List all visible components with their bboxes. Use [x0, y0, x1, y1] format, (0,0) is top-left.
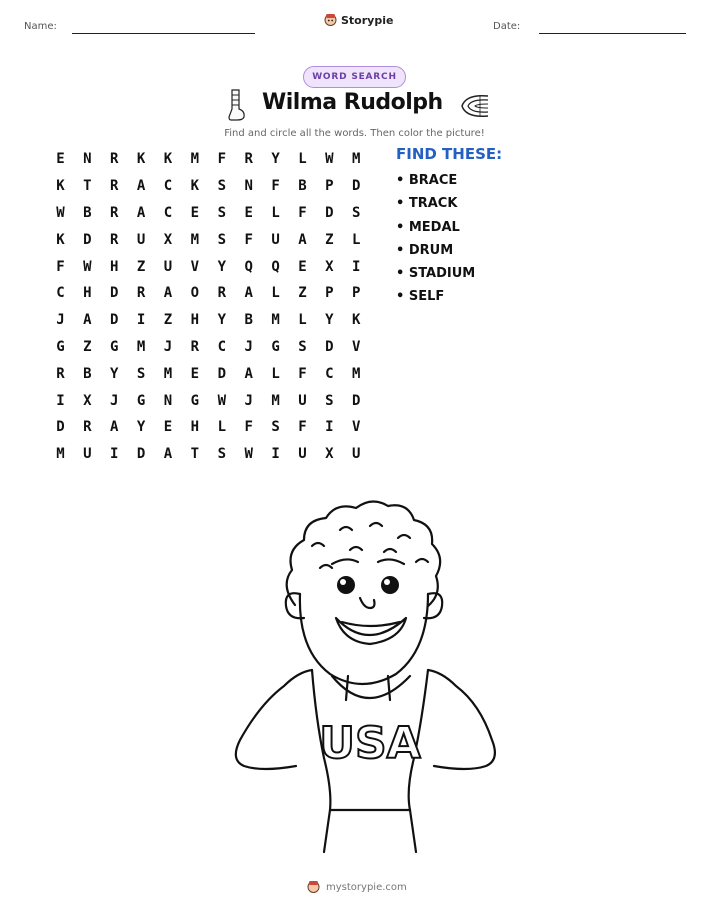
grid-cell[interactable]: U — [136, 231, 146, 248]
grid-cell[interactable]: M — [190, 151, 200, 168]
word-search-badge: WORD SEARCH — [303, 66, 406, 88]
grid-cell[interactable]: G — [110, 338, 119, 355]
name-label: Name: — [24, 21, 57, 32]
grid-cell[interactable]: G — [56, 338, 65, 355]
grid-cell[interactable]: L — [271, 285, 280, 302]
grid-cell[interactable]: E — [244, 204, 253, 221]
grid-cell[interactable]: W — [83, 258, 92, 275]
grid-cell[interactable]: A — [244, 285, 253, 302]
grid-cell[interactable]: D — [110, 312, 119, 329]
word-list — [396, 172, 475, 312]
grid-cell[interactable]: U — [163, 258, 173, 275]
grid-cell[interactable]: T — [190, 446, 200, 463]
grid-cell[interactable]: G — [190, 392, 200, 409]
grid-cell[interactable]: F — [298, 365, 307, 382]
word-item: • MEDAL — [396, 219, 460, 235]
grid-cell[interactable]: M — [136, 338, 146, 355]
grid-cell[interactable]: I — [271, 446, 280, 463]
grid-row — [47, 334, 370, 361]
grid-cell[interactable]: U — [298, 392, 307, 409]
grid-cell[interactable]: R — [110, 231, 119, 248]
date-label: Date: — [493, 21, 521, 32]
grid-cell[interactable]: S — [136, 365, 146, 382]
grid-cell[interactable]: D — [83, 231, 92, 248]
grid-cell[interactable]: C — [163, 178, 173, 195]
grid-cell[interactable]: R — [244, 151, 253, 168]
grid-cell[interactable]: L — [271, 204, 280, 221]
grid-cell[interactable]: N — [83, 151, 92, 168]
grid-row — [47, 280, 370, 307]
grid-cell[interactable]: U — [352, 446, 361, 463]
grid-cell[interactable]: B — [83, 365, 92, 382]
grid-cell[interactable]: R — [110, 151, 119, 168]
grid-row — [47, 146, 370, 173]
grid-cell[interactable]: X — [325, 446, 334, 463]
grid-cell[interactable]: A — [244, 365, 253, 382]
grid-cell[interactable]: L — [298, 312, 307, 329]
grid-cell[interactable]: M — [56, 446, 65, 463]
grid-cell[interactable]: S — [217, 204, 226, 221]
grid-cell[interactable]: M — [352, 151, 361, 168]
grid-row — [47, 387, 370, 414]
grid-cell[interactable]: R — [83, 419, 92, 436]
grid-cell[interactable]: R — [110, 204, 119, 221]
grid-cell[interactable]: Z — [298, 285, 307, 302]
grid-cell[interactable]: S — [217, 178, 226, 195]
brand-name: Storypie — [341, 13, 394, 27]
grid-cell[interactable]: X — [163, 231, 173, 248]
grid-cell[interactable]: D — [352, 392, 361, 409]
grid-cell[interactable]: A — [163, 446, 173, 463]
grid-cell[interactable]: Z — [136, 258, 146, 275]
grid-cell[interactable]: X — [325, 258, 334, 275]
word-item: • TRACK — [396, 196, 458, 212]
grid-cell[interactable]: J — [244, 338, 253, 355]
grid-cell[interactable]: Y — [271, 151, 280, 168]
grid-cell[interactable]: I — [325, 419, 334, 436]
grid-cell[interactable]: W — [325, 151, 334, 168]
grid-cell[interactable]: J — [163, 338, 173, 355]
grid-cell[interactable]: U — [83, 446, 92, 463]
grid-cell[interactable]: R — [56, 365, 65, 382]
grid-cell[interactable]: H — [190, 419, 200, 436]
grid-cell[interactable]: I — [136, 312, 146, 329]
grid-cell[interactable]: J — [110, 392, 119, 409]
grid-cell[interactable]: L — [217, 419, 226, 436]
grid-cell[interactable]: V — [352, 419, 361, 436]
grid-cell[interactable]: F — [56, 258, 65, 275]
grid-cell[interactable]: D — [217, 365, 226, 382]
grid-cell[interactable]: S — [271, 419, 280, 436]
grid-cell[interactable]: S — [352, 204, 361, 221]
grid-cell[interactable]: F — [271, 178, 280, 195]
grid-cell[interactable]: G — [136, 392, 146, 409]
grid-cell[interactable]: R — [190, 338, 200, 355]
grid-cell[interactable]: Q — [244, 258, 253, 275]
grid-cell[interactable]: F — [244, 231, 253, 248]
instructions: Find and circle all the words. Then color the picture! — [224, 128, 485, 139]
storypie-logo-icon — [307, 880, 320, 894]
right-eye — [381, 576, 399, 594]
grid-cell[interactable]: D — [325, 338, 334, 355]
grid-cell[interactable]: D — [110, 285, 119, 302]
grid-cell[interactable]: K — [190, 178, 200, 195]
grid-cell[interactable]: L — [271, 365, 280, 382]
word-item: • STADIUM — [396, 266, 476, 282]
grid-cell[interactable]: K — [136, 151, 146, 168]
grid-cell[interactable]: I — [352, 258, 361, 275]
grid-row — [47, 360, 370, 387]
date-line[interactable] — [539, 33, 686, 34]
grid-cell[interactable]: S — [217, 446, 226, 463]
grid-cell[interactable]: M — [271, 392, 280, 409]
grid-cell[interactable]: U — [298, 446, 307, 463]
grid-cell[interactable]: F — [217, 151, 226, 168]
grid-cell[interactable]: P — [325, 285, 334, 302]
grid-cell[interactable]: R — [217, 285, 226, 302]
storypie-logo-icon — [324, 13, 337, 27]
footer-url: mystorypie.com — [326, 881, 407, 893]
grid-cell[interactable]: C — [56, 285, 65, 302]
grid-cell[interactable]: K — [352, 312, 361, 329]
grid-cell[interactable]: D — [352, 178, 361, 195]
grid-row — [47, 200, 370, 227]
grid-cell[interactable]: B — [298, 178, 307, 195]
grid-cell[interactable]: E — [163, 419, 173, 436]
name-line[interactable] — [72, 33, 255, 34]
grid-row — [47, 253, 370, 280]
grid-row — [47, 414, 370, 441]
grid-cell[interactable]: K — [56, 178, 65, 195]
grid-cell[interactable]: A — [298, 231, 307, 248]
grid-cell[interactable]: Y — [325, 312, 334, 329]
word-search-grid[interactable] — [47, 146, 370, 468]
grid-cell[interactable]: R — [110, 178, 119, 195]
grid-cell[interactable]: N — [244, 178, 253, 195]
grid-row — [47, 226, 370, 253]
grid-cell[interactable]: A — [136, 204, 146, 221]
page-title: Wilma Rudolph — [262, 90, 443, 115]
coloring-illustration[interactable] — [200, 490, 520, 855]
grid-cell[interactable]: Z — [83, 338, 92, 355]
grid-cell[interactable]: S — [217, 231, 226, 248]
word-item: • DRUM — [396, 242, 454, 258]
grid-cell[interactable]: J — [244, 392, 253, 409]
grid-cell[interactable]: M — [190, 231, 200, 248]
grid-cell[interactable]: F — [298, 204, 307, 221]
find-these-heading: FIND THESE: — [396, 145, 503, 163]
grid-row — [47, 173, 370, 200]
grid-cell[interactable]: P — [325, 178, 334, 195]
grid-cell[interactable]: E — [56, 151, 65, 168]
grid-cell[interactable]: O — [190, 285, 200, 302]
grid-cell[interactable]: V — [352, 338, 361, 355]
word-item: • SELF — [396, 289, 445, 305]
jersey-text: USA — [319, 718, 421, 769]
grid-cell[interactable]: B — [244, 312, 253, 329]
grid-cell[interactable]: A — [110, 419, 119, 436]
grid-cell[interactable]: K — [163, 151, 173, 168]
grid-cell[interactable]: G — [271, 338, 280, 355]
grid-cell[interactable]: I — [56, 392, 65, 409]
grid-cell[interactable]: B — [83, 204, 92, 221]
grid-cell[interactable]: V — [190, 258, 200, 275]
grid-cell[interactable]: F — [244, 419, 253, 436]
grid-cell[interactable]: H — [190, 312, 200, 329]
leg-brace-icon — [226, 89, 246, 121]
grid-row — [47, 307, 370, 334]
footer — [307, 880, 407, 894]
grid-cell[interactable]: T — [83, 178, 92, 195]
grid-cell[interactable]: N — [163, 392, 173, 409]
brand — [324, 13, 393, 27]
left-eye — [337, 576, 355, 594]
grid-cell[interactable]: L — [298, 151, 307, 168]
grid-cell[interactable]: W — [56, 204, 65, 221]
grid-row — [47, 441, 370, 468]
grid-cell[interactable]: A — [136, 178, 146, 195]
grid-cell[interactable]: I — [110, 446, 119, 463]
grid-cell[interactable]: H — [110, 258, 119, 275]
grid-cell[interactable]: A — [83, 312, 92, 329]
grid-cell[interactable]: Z — [163, 312, 173, 329]
grid-cell[interactable]: M — [163, 365, 173, 382]
grid-cell[interactable]: C — [217, 338, 226, 355]
grid-cell[interactable]: E — [298, 258, 307, 275]
grid-cell[interactable]: K — [56, 231, 65, 248]
grid-cell[interactable]: P — [352, 285, 361, 302]
grid-cell[interactable]: Q — [271, 258, 280, 275]
grid-cell[interactable]: L — [352, 231, 361, 248]
grid-cell[interactable]: Y — [217, 312, 226, 329]
grid-cell[interactable]: S — [298, 338, 307, 355]
grid-cell[interactable]: C — [163, 204, 173, 221]
grid-cell[interactable]: U — [271, 231, 280, 248]
grid-cell[interactable]: Y — [136, 419, 146, 436]
grid-cell[interactable]: C — [325, 365, 334, 382]
grid-cell[interactable]: Y — [217, 258, 226, 275]
grid-cell[interactable]: M — [352, 365, 361, 382]
grid-cell[interactable]: D — [136, 446, 146, 463]
grid-cell[interactable]: X — [83, 392, 92, 409]
grid-cell[interactable]: E — [190, 365, 200, 382]
grid-cell[interactable]: F — [298, 419, 307, 436]
grid-cell[interactable]: A — [163, 285, 173, 302]
grid-cell[interactable]: H — [83, 285, 92, 302]
grid-cell[interactable]: S — [325, 392, 334, 409]
grid-cell[interactable]: Z — [325, 231, 334, 248]
word-item: • BRACE — [396, 173, 458, 188]
grid-cell[interactable]: W — [244, 446, 253, 463]
running-track-icon — [458, 92, 490, 120]
grid-cell[interactable]: Y — [110, 365, 119, 382]
grid-cell[interactable]: D — [56, 419, 65, 436]
grid-cell[interactable]: M — [271, 312, 280, 329]
grid-cell[interactable]: D — [325, 204, 334, 221]
grid-cell[interactable]: E — [190, 204, 200, 221]
grid-cell[interactable]: R — [136, 285, 146, 302]
grid-cell[interactable]: J — [56, 312, 65, 329]
grid-cell[interactable]: W — [217, 392, 226, 409]
